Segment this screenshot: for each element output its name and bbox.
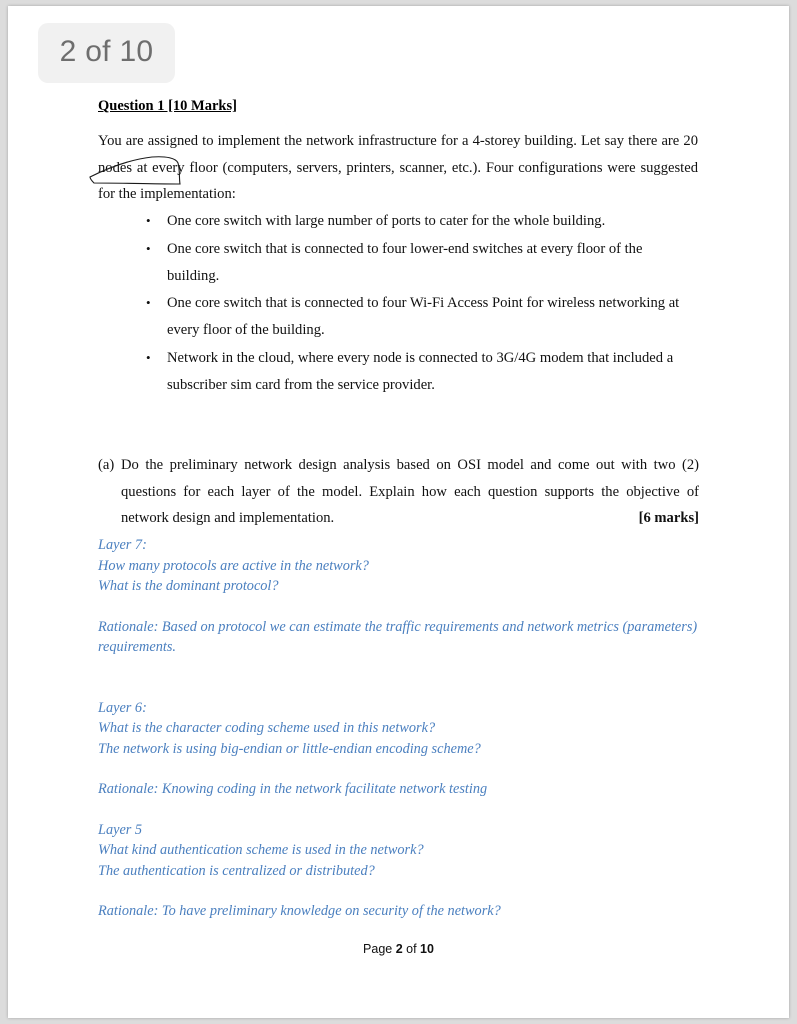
list-item-text: One core switch with large number of ports to cater for the whole building. — [167, 213, 606, 229]
spacer — [98, 800, 698, 820]
list-item — [146, 290, 698, 344]
task-description: Do the preliminary network design analysis based on OSI model and come out with two (2) questions for each layer of the model. Explain how each question supports the objective of network design and implementation. — [121, 457, 699, 526]
layer7-title: Layer 7: — [98, 537, 147, 553]
answer-block — [98, 535, 698, 922]
task-label: (a) — [98, 457, 115, 473]
spacer — [98, 881, 698, 901]
intro-text-end: at every floor (computers, servers, printers, scanner, etc.). Four configurations were suggested for the implementation: — [98, 159, 698, 202]
layer7-question-1: How many protocols are active in the network? — [98, 557, 369, 574]
task-a — [98, 452, 699, 532]
intro-circled-text: are 20 nodes — [98, 133, 698, 176]
layer5-rationale: Rationale: To have preliminary knowledge on security of the network? — [98, 903, 501, 919]
footer-prefix: Page — [363, 942, 396, 956]
bullet-icon: • — [146, 349, 151, 365]
footer-middle: of — [402, 942, 421, 956]
question-intro — [98, 128, 698, 208]
question-heading: Question 1 [10 Marks] — [98, 98, 237, 114]
layer7-question-2: What is the dominant protocol? — [98, 578, 279, 594]
list-item — [146, 236, 698, 290]
footer-current-page: 2 — [395, 942, 403, 956]
intro-text-start: You are assigned to implement the network infrastructure for a 4-storey building. Let say there — [98, 133, 662, 149]
layer5-question-2: The authentication is centralized or distributed? — [98, 862, 375, 879]
layer5-question-1: What kind authentication scheme is used in the network? — [98, 842, 424, 858]
list-item — [146, 345, 698, 399]
spacer — [98, 759, 698, 779]
bullet-icon: • — [146, 240, 151, 256]
list-item — [146, 208, 698, 235]
page-footer — [0, 942, 797, 956]
page-indicator: 2 of 10 — [38, 23, 175, 83]
layer6-rationale: Rationale: Knowing coding in the network facilitate network testing — [98, 781, 488, 797]
layer6-title: Layer 6: — [98, 699, 147, 716]
list-item-text: One core switch that is connected to four Wi-Fi Access Point for wireless networking at every floor of the building. — [167, 295, 680, 339]
bullet-icon: • — [146, 213, 151, 228]
list-item-text: Network in the cloud, where every node is connected to 3G/4G modem that included a subscriber sim card from the service provider. — [167, 349, 674, 393]
bullet-icon: • — [146, 295, 151, 311]
layer6-question-2: The network is using big-endian or little-endian encoding scheme? — [98, 740, 481, 757]
configuration-list — [146, 208, 698, 400]
layer5-title: Layer 5 — [98, 821, 143, 838]
list-item-text: One core switch that is connected to four lower-end switches at every floor of the building. — [167, 240, 643, 284]
layer7-rationale: Rationale: Based on protocol we can estimate the traffic requirements and network metrics (parameters) requirements. — [98, 618, 698, 655]
task-marks: [6 marks] — [638, 510, 699, 526]
footer-total-pages: 10 — [420, 942, 434, 956]
layer6-question-1: What is the character coding scheme used in this network? — [98, 720, 436, 736]
spacer — [98, 658, 698, 698]
task-text — [121, 452, 699, 532]
spacer — [98, 597, 698, 617]
